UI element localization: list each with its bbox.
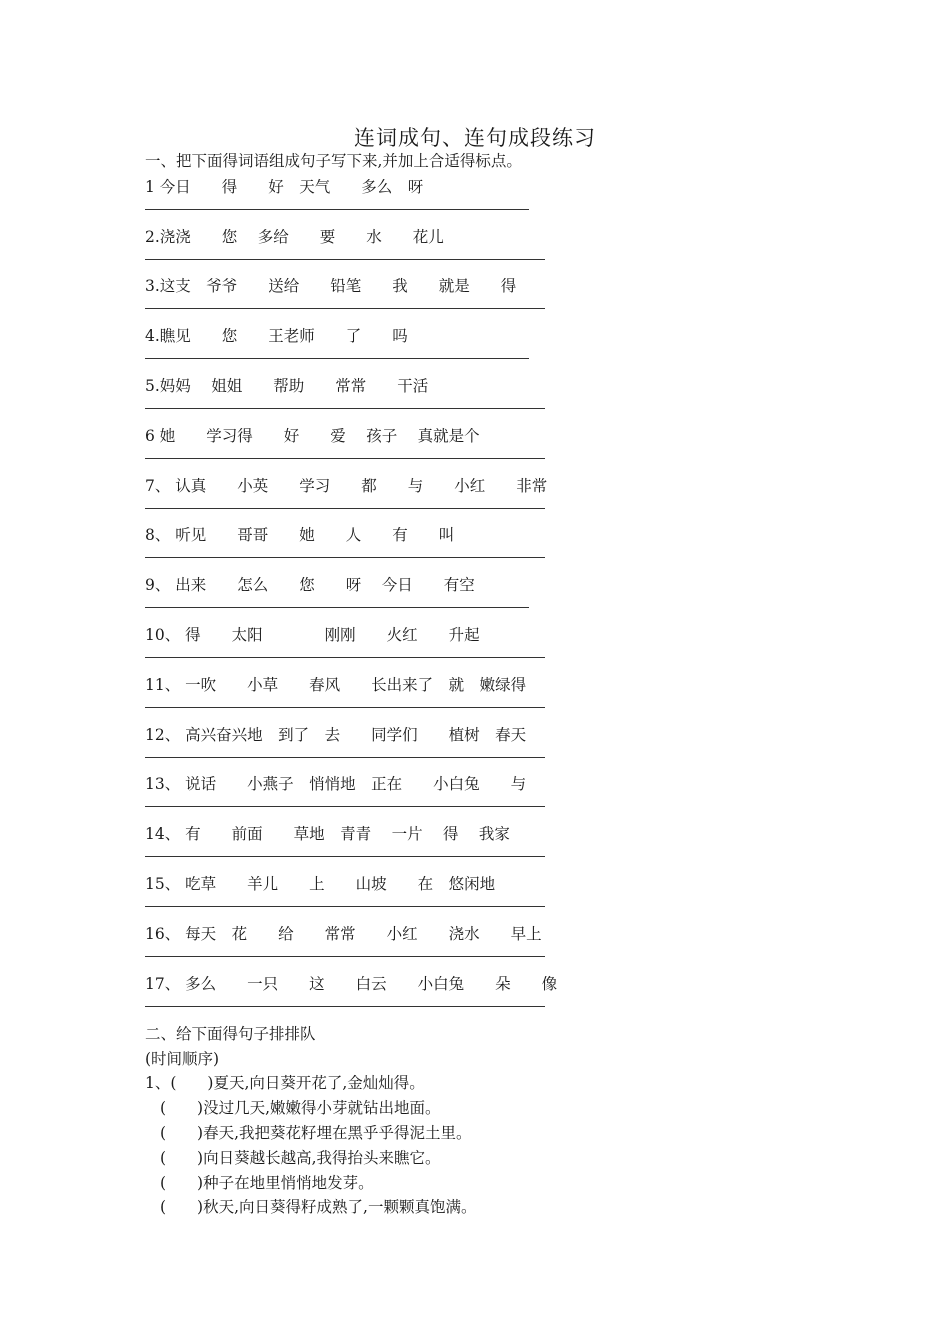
ordering-sentence: ( )向日葵越长越高,我得抬头来瞧它。: [160, 1149, 441, 1167]
exercise-item-2: 2.浇浇 您 多给 要 水 花儿: [145, 228, 444, 246]
exercise-item-14: 14、 有 前面 草地 青青 一片 得 我家: [145, 825, 510, 843]
section1-heading: 一、把下面得词语组成句子写下来,并加上合适得标点。: [145, 152, 522, 170]
ordering-sentence: ( )春天,我把葵花籽埋在黑乎乎得泥土里。: [160, 1124, 472, 1142]
exercise-item-5: 5.妈妈 姐姐 帮助 常常 干活: [145, 377, 429, 395]
exercise-item-7: 7、 认真 小英 学习 都 与 小红 非常: [145, 477, 548, 495]
page-title: 连词成句、连句成段练习: [354, 126, 596, 150]
exercise-item-9: 9、 出来 怎么 您 呀 今日 有空: [145, 576, 475, 594]
answer-line-6: [145, 458, 545, 459]
answer-line-4: [145, 358, 529, 359]
exercise-item-11: 11、 一吹 小草 春风 长出来了 就 嫩绿得: [145, 676, 527, 694]
exercise-item-1: 1 今日 得 好 天气 多么 呀: [145, 178, 424, 196]
answer-line-9: [145, 607, 529, 608]
exercise-item-17: 17、 多么 一只 这 白云 小白兔 朵 像: [145, 975, 558, 993]
exercise-item-13: 13、 说话 小燕子 悄悄地 正在 小白兔 与: [145, 775, 527, 793]
exercise-item-10: 10、 得 太阳 刚刚 火红 升起: [145, 626, 480, 644]
answer-line-12: [145, 757, 545, 758]
exercise-item-8: 8、 听见 哥哥 她 人 有 叫: [145, 526, 455, 544]
answer-line-14: [145, 856, 545, 857]
ordering-sentence: ( )秋天,向日葵得籽成熟了,一颗颗真饱满。: [160, 1198, 477, 1216]
exercise-item-6: 6 她 学习得 好 爱 孩子 真就是个: [145, 427, 480, 445]
exercise-item-12: 12、 高兴奋兴地 到了 去 同学们 植树 春天: [145, 726, 527, 744]
answer-line-15: [145, 906, 545, 907]
ordering-sentence: ( )没过几天,嫩嫩得小芽就钻出地面。: [160, 1099, 441, 1117]
answer-line-11: [145, 707, 545, 708]
section2-subheading: (时间顺序): [145, 1050, 220, 1068]
answer-line-13: [145, 806, 545, 807]
exercise-item-3: 3.这支 爷爷 送给 铅笔 我 就是 得: [145, 277, 517, 295]
answer-line-17: [145, 1006, 545, 1007]
answer-line-5: [145, 408, 545, 409]
ordering-question-1: 1、( )夏天,向日葵开花了,金灿灿得。: [145, 1074, 425, 1092]
answer-line-10: [145, 657, 545, 658]
answer-line-1: [145, 209, 529, 210]
answer-line-7: [145, 508, 545, 509]
answer-line-3: [145, 308, 545, 309]
exercise-item-16: 16、 每天 花 给 常常 小红 浇水 早上: [145, 925, 542, 943]
exercise-item-4: 4.瞧见 您 王老师 了 吗: [145, 327, 408, 345]
answer-line-16: [145, 956, 545, 957]
answer-line-2: [145, 259, 545, 260]
ordering-sentence: ( )种子在地里悄悄地发芽。: [160, 1174, 374, 1192]
section2-heading: 二、给下面得句子排排队: [145, 1025, 316, 1043]
answer-line-8: [145, 557, 545, 558]
exercise-item-15: 15、 吃草 羊儿 上 山坡 在 悠闲地: [145, 875, 496, 893]
